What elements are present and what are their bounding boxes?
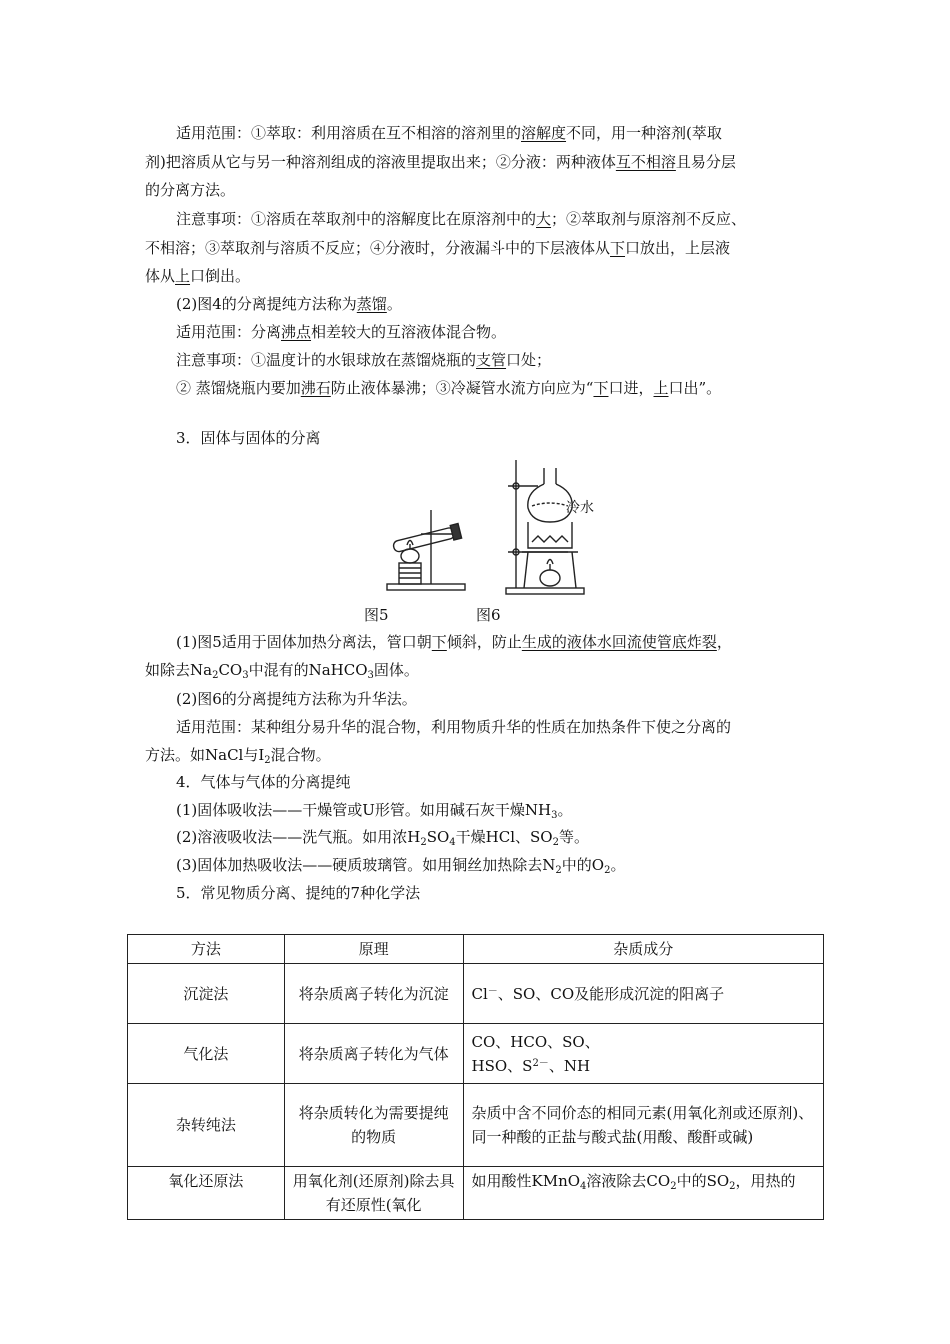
method-cell: 杂转纯法 [128,1084,285,1167]
table-row [128,1024,824,1084]
separation-methods-table [127,934,824,1220]
underlined-answer: 下 [610,239,626,257]
table-header-row [128,935,824,964]
underlined-answer: 蒸馏 [356,295,387,313]
item-3: (3)固体加热吸收法——硬质玻璃管。如用铜丝加热除去$N_2$中的$O_2$。 [176,856,626,876]
figure-6-caption: 图6 [476,606,501,624]
table-header-cell: 方法 [128,935,285,964]
principle-cell: 将杂质离子转化为沉淀 [284,964,463,1024]
para2-line3: 体从上口倒出。 [145,267,251,285]
section-heading-4: 4．气体与气体的分离提纯 [176,773,351,791]
underlined-answer: 下 [593,379,609,397]
method-cell: 氧化还原法 [128,1167,285,1220]
figure-5-caption: 图5 [364,606,389,624]
para5: 注意事项：①温度计的水银球放在蒸馏烧瓶的支管口处； [176,351,552,369]
underlined-answer: 支管 [476,351,507,369]
section-heading-5: 5．常见物质分离、提纯的7种化学法 [176,884,421,902]
principle-cell: 用氧化剂(还原剂)除去具有还原性(氧化 [284,1167,463,1220]
underlined-answer: 沸石 [300,379,331,397]
para1-line1: 适用范围：①萃取：利用溶质在互不相溶的溶剂里的溶解度不同，用一种溶剂(萃取 [176,124,722,142]
para1-line2: 剂)把溶质从它与另一种溶剂组成的溶液里提取出来；②分液：两种液体互不相溶且易分层 [145,153,736,171]
para7-line2: 如除去$Na_2CO_3$中混有的NaHCO$_3$固体。 [145,661,419,681]
underlined-answer: 大 [536,210,552,228]
para4: 适用范围：分离沸点相差较大的互溶液体混合物。 [176,323,507,341]
para9-line1: 适用范围：某种组分易升华的混合物，利用物质升华的性质在加热条件下使之分离的 [176,718,732,736]
para1-line3: 的分离方法。 [145,181,236,199]
table-header-cell: 原理 [284,935,463,964]
table-row [128,1167,824,1220]
cold-water-label: 冷水 [566,500,594,516]
para2-line2: 不相溶；③萃取剂与溶质不反应；④分液时，分液漏斗中的下层液体从下口放出，上层液 [145,239,731,257]
para7-line1: (1)图5适用于固体加热分离法，管口朝下倾斜，防止生成的液体水回流使管底炸裂， [176,633,732,651]
method-cell: 气化法 [128,1024,285,1084]
underlined-answer: 沸点 [281,323,312,341]
para6: ② 蒸馏烧瓶内要加沸石防止液体暴沸；③冷凝管水流方向应为“下口进，上口出”。 [176,379,722,397]
para2-line1: 注意事项：①溶质在萃取剂中的溶解度比在原溶剂中的大；②萃取剂与原溶剂不反应、 [176,210,747,228]
underlined-answer: 互不相溶 [615,153,676,171]
para9-line2: 方法。如NaCl与$I_2$混合物。 [145,746,331,766]
underlined-answer: 溶解度 [521,124,567,142]
item-2: (2)溶液吸收法——洗气瓶。如用浓$H_2SO_4$干燥HCl、$SO_2$等。 [176,828,589,848]
para8: (2)图6的分离提纯方法称为升华法。 [176,690,417,708]
underlined-answer: 下 [431,633,447,651]
item-1: (1)固体吸收法——干燥管或U形管。如用碱石灰干燥$NH_3$。 [176,801,573,821]
table-header-cell: 杂质成分 [463,935,824,964]
impurity-cell: 杂质中含不同价态的相同元素(用氧化剂或还原剂)、同一种酸的正盐与酸式盐(用酸、酸酐或碱) [463,1084,824,1167]
underlined-answer: 上 [175,267,191,285]
para3: (2)图4的分离提纯方法称为蒸馏。 [176,295,402,313]
figure-6-sublimation-apparatus [498,456,598,598]
figure-5-test-tube-apparatus [385,500,480,595]
section-heading-3: 3．固体与固体的分离 [176,429,321,447]
impurity-cell: 如用酸性KMnO$_4$溶液除去$CO_2$中的$SO_2$，用热的 [463,1167,824,1220]
principle-cell: 将杂质转化为需要提纯的物质 [284,1084,463,1167]
principle-cell: 将杂质离子转化为气体 [284,1024,463,1084]
method-cell: 沉淀法 [128,964,285,1024]
impurity-cell: Cl－、SO、CO及能形成沉淀的阳离子 [463,964,824,1024]
table-row [128,1084,824,1167]
impurity-cell: CO、HCO、SO、 HSO、$S^{2-}$、NH [463,1024,824,1084]
table-row [128,964,824,1024]
underlined-answer: 上 [653,379,669,397]
underlined-answer: 生成的液体水回流使管底炸裂 [521,633,717,651]
